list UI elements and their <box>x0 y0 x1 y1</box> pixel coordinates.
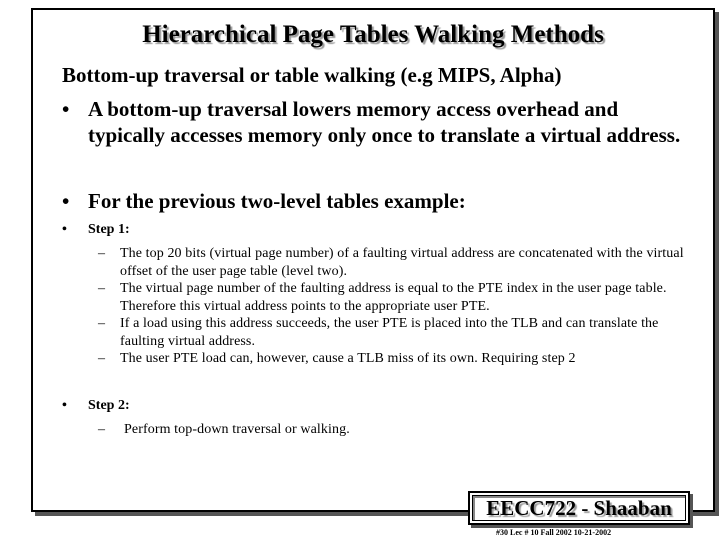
list-item <box>98 245 694 280</box>
step-2-label: Step 2: <box>88 398 130 413</box>
slide-title: Hierarchical Page Tables Walking Methods <box>142 21 604 48</box>
list-item <box>98 315 694 350</box>
list-item-text: Perform top-down traversal or walking. <box>124 422 350 437</box>
list-item-text: If a load using this address succeeds, the user PTE is placed into the TLB and can translate the faulting virtual address. <box>120 316 659 349</box>
step-1-list <box>98 245 694 368</box>
dash-marker: – <box>98 316 106 331</box>
list-item-text: The top 20 bits (virtual page number) of a faulting virtual address are concatenated with the virtual offset of the user page table (level two). <box>120 246 684 279</box>
bullet-marker: • <box>62 97 70 121</box>
course-badge <box>468 491 690 525</box>
bullet-text: A bottom-up traversal lowers memory access overhead and typically accesses memory only once to translate a virtual address. <box>88 97 681 147</box>
bullet-marker: • <box>62 189 70 213</box>
list-item <box>98 350 694 368</box>
dash-marker: – <box>98 351 106 366</box>
list-item <box>98 421 694 439</box>
subtitle: Bottom-up traversal or table walking (e.g MIPS, Alpha) <box>62 63 562 87</box>
bullet-marker: • <box>62 398 67 413</box>
bullet-marker: • <box>62 222 67 237</box>
slide-footer: #30 Lec # 10 Fall 2002 10-21-2002 <box>496 528 612 537</box>
dash-marker: – <box>98 281 106 296</box>
step-1-label: Step 1: <box>88 222 130 237</box>
dash-marker: – <box>98 246 106 261</box>
step-2-list <box>98 421 694 439</box>
bullet-text: For the previous two-level tables example: <box>88 189 466 213</box>
list-item-text: The user PTE load can, however, cause a TLB miss of its own. Requiring step 2 <box>120 351 576 366</box>
list-item <box>98 280 694 315</box>
list-item-text: The virtual page number of the faulting address is equal to the PTE index in the user page table. Therefore this virtual address points to the appropriate user PTE. <box>120 281 667 314</box>
course-badge-label: EECC722 - Shaaban <box>472 495 686 521</box>
dash-marker: – <box>98 422 106 437</box>
